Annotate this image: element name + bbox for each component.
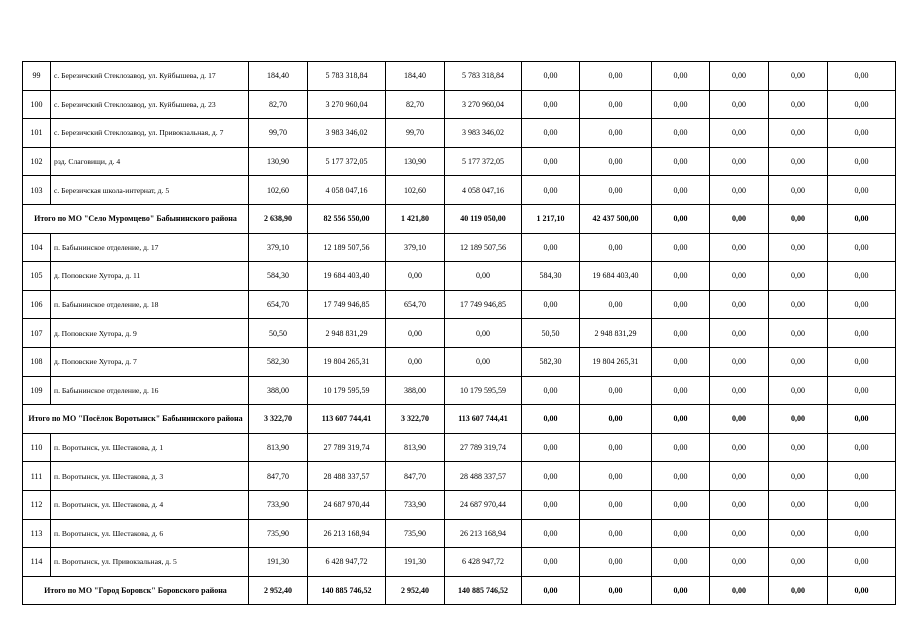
table-row: [23, 519, 896, 548]
value-cell: 0,00: [769, 519, 828, 548]
value-cell: 0,00: [652, 548, 710, 577]
table-row: [23, 376, 896, 405]
value-cell: 0,00: [769, 576, 828, 605]
value-cell: 0,00: [580, 119, 652, 148]
value-cell: 191,30: [386, 548, 445, 577]
value-cell: 0,00: [828, 290, 896, 319]
value-cell: 42 437 500,00: [580, 204, 652, 233]
value-cell: 184,40: [249, 62, 308, 91]
address-cell: с. Березичский Стеклозавод, ул. Куйбышева, д. 17: [51, 62, 249, 91]
value-cell: 0,00: [652, 576, 710, 605]
row-number: 110: [23, 433, 51, 462]
value-cell: 0,00: [710, 519, 769, 548]
value-cell: 19 684 403,40: [308, 262, 386, 291]
value-cell: 130,90: [386, 147, 445, 176]
address-cell: рзд. Слаговищи, д. 4: [51, 147, 249, 176]
value-cell: 19 804 265,31: [308, 347, 386, 376]
value-cell: 102,60: [386, 176, 445, 205]
value-cell: 0,00: [522, 490, 580, 519]
value-cell: 0,00: [652, 290, 710, 319]
value-cell: 584,30: [249, 262, 308, 291]
table-row: [23, 262, 896, 291]
table-row: [23, 90, 896, 119]
value-cell: 0,00: [652, 347, 710, 376]
value-cell: 0,00: [386, 347, 445, 376]
value-cell: 113 607 744,41: [308, 405, 386, 434]
table-row: [23, 462, 896, 491]
address-cell: п. Воротынск, ул. Шестакова, д. 3: [51, 462, 249, 491]
table-row: [23, 347, 896, 376]
value-cell: 0,00: [828, 576, 896, 605]
value-cell: 0,00: [828, 376, 896, 405]
value-cell: 0,00: [580, 490, 652, 519]
row-number: 103: [23, 176, 51, 205]
value-cell: 102,60: [249, 176, 308, 205]
value-cell: 0,00: [522, 433, 580, 462]
value-cell: 0,00: [828, 405, 896, 434]
value-cell: 0,00: [580, 62, 652, 91]
value-cell: 99,70: [249, 119, 308, 148]
value-cell: 19 804 265,31: [580, 347, 652, 376]
value-cell: 0,00: [710, 347, 769, 376]
total-row: [23, 405, 896, 434]
value-cell: 0,00: [828, 62, 896, 91]
value-cell: 184,40: [386, 62, 445, 91]
value-cell: 82,70: [386, 90, 445, 119]
value-cell: 5 783 318,84: [445, 62, 522, 91]
value-cell: 0,00: [580, 433, 652, 462]
value-cell: 0,00: [445, 262, 522, 291]
address-cell: п. Воротынск, ул. Шестакова, д. 6: [51, 519, 249, 548]
value-cell: 2 948 831,29: [580, 319, 652, 348]
value-cell: 26 213 168,94: [308, 519, 386, 548]
value-cell: 6 428 947,72: [308, 548, 386, 577]
value-cell: 0,00: [522, 147, 580, 176]
value-cell: 847,70: [249, 462, 308, 491]
value-cell: 130,90: [249, 147, 308, 176]
address-cell: п. Воротынск, ул. Привокзальная, д. 5: [51, 548, 249, 577]
value-cell: 0,00: [710, 319, 769, 348]
total-row: [23, 204, 896, 233]
value-cell: 0,00: [828, 347, 896, 376]
value-cell: 0,00: [769, 548, 828, 577]
value-cell: 0,00: [769, 347, 828, 376]
value-cell: 0,00: [828, 462, 896, 491]
value-cell: 0,00: [580, 376, 652, 405]
value-cell: 0,00: [652, 490, 710, 519]
value-cell: 0,00: [710, 119, 769, 148]
value-cell: 0,00: [652, 319, 710, 348]
value-cell: 17 749 946,85: [308, 290, 386, 319]
value-cell: 388,00: [386, 376, 445, 405]
value-cell: 0,00: [710, 176, 769, 205]
value-cell: 5 783 318,84: [308, 62, 386, 91]
value-cell: 140 885 746,52: [308, 576, 386, 605]
value-cell: 0,00: [522, 119, 580, 148]
value-cell: 6 428 947,72: [445, 548, 522, 577]
value-cell: 847,70: [386, 462, 445, 491]
value-cell: 28 488 337,57: [445, 462, 522, 491]
value-cell: 82,70: [249, 90, 308, 119]
value-cell: 5 177 372,05: [445, 147, 522, 176]
address-cell: п. Воротынск, ул. Шестакова, д. 1: [51, 433, 249, 462]
value-cell: 0,00: [652, 433, 710, 462]
value-cell: 0,00: [710, 490, 769, 519]
value-cell: 0,00: [522, 548, 580, 577]
value-cell: 0,00: [769, 290, 828, 319]
value-cell: 0,00: [580, 405, 652, 434]
value-cell: 26 213 168,94: [445, 519, 522, 548]
value-cell: 99,70: [386, 119, 445, 148]
value-cell: 0,00: [710, 405, 769, 434]
value-cell: 28 488 337,57: [308, 462, 386, 491]
table-row: [23, 319, 896, 348]
value-cell: 12 189 507,56: [445, 233, 522, 262]
value-cell: 27 789 319,74: [308, 433, 386, 462]
value-cell: 0,00: [828, 204, 896, 233]
value-cell: 191,30: [249, 548, 308, 577]
value-cell: 0,00: [580, 519, 652, 548]
value-cell: 0,00: [828, 548, 896, 577]
value-cell: 0,00: [710, 290, 769, 319]
table-row: [23, 490, 896, 519]
value-cell: 5 177 372,05: [308, 147, 386, 176]
value-cell: 0,00: [652, 233, 710, 262]
table-row: [23, 233, 896, 262]
value-cell: 0,00: [652, 262, 710, 291]
value-cell: 0,00: [710, 548, 769, 577]
value-cell: 733,90: [249, 490, 308, 519]
value-cell: 0,00: [710, 204, 769, 233]
row-number: 102: [23, 147, 51, 176]
value-cell: 654,70: [249, 290, 308, 319]
value-cell: 0,00: [710, 262, 769, 291]
value-cell: 379,10: [249, 233, 308, 262]
value-cell: 582,30: [249, 347, 308, 376]
row-number: 111: [23, 462, 51, 491]
value-cell: 0,00: [769, 204, 828, 233]
value-cell: 0,00: [386, 319, 445, 348]
value-cell: 0,00: [580, 576, 652, 605]
value-cell: 0,00: [828, 90, 896, 119]
value-cell: 735,90: [249, 519, 308, 548]
row-number: 107: [23, 319, 51, 348]
value-cell: 0,00: [769, 176, 828, 205]
row-number: 100: [23, 90, 51, 119]
value-cell: 0,00: [522, 233, 580, 262]
value-cell: 0,00: [828, 176, 896, 205]
value-cell: 0,00: [710, 62, 769, 91]
value-cell: 654,70: [386, 290, 445, 319]
value-cell: 0,00: [522, 376, 580, 405]
value-cell: 0,00: [522, 519, 580, 548]
value-cell: 0,00: [652, 62, 710, 91]
row-number: 106: [23, 290, 51, 319]
value-cell: 0,00: [828, 319, 896, 348]
value-cell: 733,90: [386, 490, 445, 519]
value-cell: 0,00: [445, 319, 522, 348]
value-cell: 0,00: [769, 376, 828, 405]
value-cell: 2 952,40: [249, 576, 308, 605]
address-cell: п. Воротынск, ул. Шестакова, д. 4: [51, 490, 249, 519]
row-number: 112: [23, 490, 51, 519]
row-number: 113: [23, 519, 51, 548]
value-cell: 0,00: [580, 90, 652, 119]
value-cell: 0,00: [522, 176, 580, 205]
value-cell: 0,00: [828, 233, 896, 262]
value-cell: 813,90: [386, 433, 445, 462]
value-cell: 0,00: [710, 233, 769, 262]
value-cell: 379,10: [386, 233, 445, 262]
table-body: [23, 62, 896, 605]
value-cell: 0,00: [386, 262, 445, 291]
value-cell: 0,00: [710, 462, 769, 491]
value-cell: 0,00: [652, 519, 710, 548]
value-cell: 0,00: [445, 347, 522, 376]
value-cell: 3 270 960,04: [308, 90, 386, 119]
value-cell: 0,00: [828, 490, 896, 519]
value-cell: 0,00: [522, 576, 580, 605]
value-cell: 0,00: [580, 176, 652, 205]
value-cell: 0,00: [769, 462, 828, 491]
value-cell: 3 322,70: [249, 405, 308, 434]
value-cell: 3 983 346,02: [445, 119, 522, 148]
value-cell: 0,00: [769, 119, 828, 148]
table-row: [23, 548, 896, 577]
value-cell: 0,00: [522, 90, 580, 119]
value-cell: 0,00: [580, 147, 652, 176]
value-cell: 0,00: [580, 290, 652, 319]
total-label: Итого по МО "Посёлок Воротынск" Бабынинского района: [23, 405, 249, 434]
value-cell: 10 179 595,59: [445, 376, 522, 405]
value-cell: 2 638,90: [249, 204, 308, 233]
value-cell: 0,00: [769, 262, 828, 291]
address-cell: п. Бабынинское отделение, д. 16: [51, 376, 249, 405]
address-cell: п. Бабынинское отделение, д. 18: [51, 290, 249, 319]
row-number: 101: [23, 119, 51, 148]
row-number: 104: [23, 233, 51, 262]
row-number: 109: [23, 376, 51, 405]
value-cell: 0,00: [769, 90, 828, 119]
value-cell: 0,00: [580, 233, 652, 262]
value-cell: 3 983 346,02: [308, 119, 386, 148]
value-cell: 24 687 970,44: [445, 490, 522, 519]
value-cell: 4 058 047,16: [445, 176, 522, 205]
value-cell: 1 421,80: [386, 204, 445, 233]
value-cell: 0,00: [710, 376, 769, 405]
value-cell: 582,30: [522, 347, 580, 376]
value-cell: 388,00: [249, 376, 308, 405]
value-cell: 2 948 831,29: [308, 319, 386, 348]
value-cell: 0,00: [652, 176, 710, 205]
value-cell: 0,00: [769, 405, 828, 434]
value-cell: 27 789 319,74: [445, 433, 522, 462]
address-cell: д. Поповские Хутора, д. 11: [51, 262, 249, 291]
value-cell: 0,00: [580, 462, 652, 491]
value-cell: 19 684 403,40: [580, 262, 652, 291]
value-cell: 0,00: [769, 62, 828, 91]
value-cell: 10 179 595,59: [308, 376, 386, 405]
address-cell: д. Поповские Хутора, д. 7: [51, 347, 249, 376]
value-cell: 40 119 050,00: [445, 204, 522, 233]
value-cell: 4 058 047,16: [308, 176, 386, 205]
value-cell: 50,50: [522, 319, 580, 348]
value-cell: 0,00: [710, 90, 769, 119]
value-cell: 735,90: [386, 519, 445, 548]
value-cell: 0,00: [522, 290, 580, 319]
value-cell: 0,00: [769, 433, 828, 462]
value-cell: 0,00: [652, 204, 710, 233]
value-cell: 0,00: [652, 90, 710, 119]
value-cell: 17 749 946,85: [445, 290, 522, 319]
value-cell: 0,00: [828, 119, 896, 148]
total-label: Итого по МО "Город Боровск" Боровского района: [23, 576, 249, 605]
value-cell: 3 322,70: [386, 405, 445, 434]
total-label: Итого по МО "Село Муромцево" Бабынинского района: [23, 204, 249, 233]
value-cell: 0,00: [652, 147, 710, 176]
value-cell: 113 607 744,41: [445, 405, 522, 434]
housing-program-table: [22, 61, 896, 605]
value-cell: 0,00: [769, 233, 828, 262]
value-cell: 50,50: [249, 319, 308, 348]
value-cell: 0,00: [652, 119, 710, 148]
value-cell: 0,00: [710, 147, 769, 176]
value-cell: 0,00: [522, 62, 580, 91]
value-cell: 813,90: [249, 433, 308, 462]
document-page: [22, 61, 895, 605]
address-cell: с. Березичский Стеклозавод, ул. Куйбышева, д. 23: [51, 90, 249, 119]
value-cell: 140 885 746,52: [445, 576, 522, 605]
value-cell: 0,00: [828, 147, 896, 176]
table-row: [23, 433, 896, 462]
address-cell: с. Березичский Стеклозавод, ул. Привокзальная, д. 7: [51, 119, 249, 148]
value-cell: 0,00: [769, 147, 828, 176]
value-cell: 0,00: [710, 433, 769, 462]
table-row: [23, 176, 896, 205]
value-cell: 0,00: [769, 319, 828, 348]
value-cell: 0,00: [522, 462, 580, 491]
value-cell: 0,00: [580, 548, 652, 577]
table-row: [23, 119, 896, 148]
address-cell: п. Бабынинское отделение, д. 17: [51, 233, 249, 262]
row-number: 99: [23, 62, 51, 91]
address-cell: д. Поповские Хутора, д. 9: [51, 319, 249, 348]
value-cell: 1 217,10: [522, 204, 580, 233]
table-row: [23, 147, 896, 176]
value-cell: 24 687 970,44: [308, 490, 386, 519]
value-cell: 0,00: [828, 262, 896, 291]
value-cell: 0,00: [710, 576, 769, 605]
total-row: [23, 576, 896, 605]
row-number: 105: [23, 262, 51, 291]
value-cell: 0,00: [652, 462, 710, 491]
value-cell: 0,00: [522, 405, 580, 434]
row-number: 114: [23, 548, 51, 577]
value-cell: 0,00: [652, 405, 710, 434]
value-cell: 0,00: [769, 490, 828, 519]
value-cell: 2 952,40: [386, 576, 445, 605]
address-cell: с. Березичская школа-интернат, д. 5: [51, 176, 249, 205]
value-cell: 82 556 550,00: [308, 204, 386, 233]
value-cell: 584,30: [522, 262, 580, 291]
value-cell: 0,00: [828, 519, 896, 548]
row-number: 108: [23, 347, 51, 376]
table-row: [23, 62, 896, 91]
value-cell: 3 270 960,04: [445, 90, 522, 119]
value-cell: 0,00: [828, 433, 896, 462]
table-row: [23, 290, 896, 319]
value-cell: 0,00: [652, 376, 710, 405]
value-cell: 12 189 507,56: [308, 233, 386, 262]
